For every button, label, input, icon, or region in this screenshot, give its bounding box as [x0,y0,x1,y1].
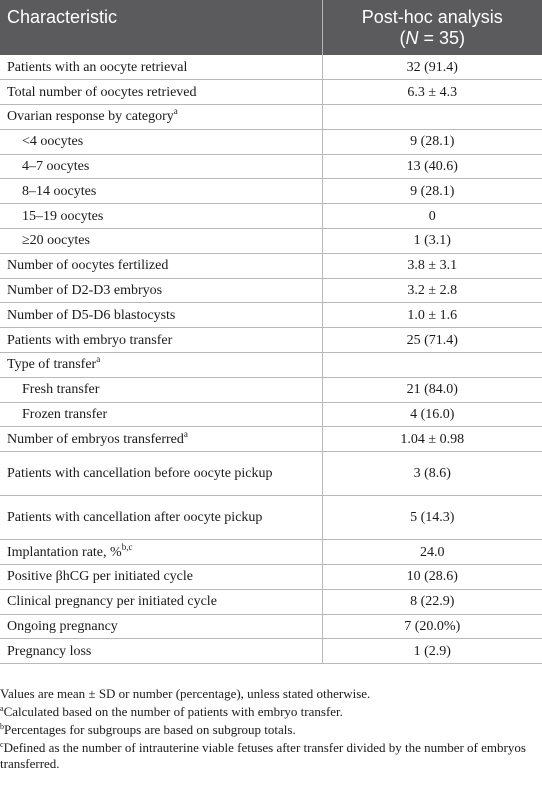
row-value: 8 (22.9) [322,589,542,614]
row-label: Ovarian response by category [7,109,174,125]
row-label-cell [0,253,322,278]
row-label-cell [0,154,322,179]
table-row [0,639,542,664]
row-value: 10 (28.6) [322,565,542,590]
row-value: 9 (28.1) [322,179,542,204]
row-label: 15–19 oocytes [22,208,104,224]
row-label-cell [0,80,322,105]
table-row [0,179,542,204]
table-row [0,565,542,590]
row-value [322,353,542,378]
row-label-cell [0,402,322,427]
table-row [0,614,542,639]
table-row [0,229,542,254]
row-label-cell [0,565,322,590]
table-row [0,55,542,80]
row-value: 6.3 ± 4.3 [322,80,542,105]
footnote-text: Calculated based on the number of patients with embryo transfer. [3,704,343,719]
row-value: 1 (2.9) [322,639,542,664]
table-row [0,278,542,303]
header-n-suffix: = 35) [418,28,466,48]
row-label-cell [0,229,322,254]
table-row [0,204,542,229]
row-value: 9 (28.1) [322,129,542,154]
row-label-cell [0,496,322,540]
table-row [0,129,542,154]
header-characteristic: Characteristic [0,0,322,55]
row-label: Clinical pregnancy per initiated cycle [7,594,217,610]
table-row [0,496,542,540]
footnote-mark: b [0,722,4,731]
row-label-cell [0,452,322,496]
row-label-cell [0,639,322,664]
row-label-cell [0,179,322,204]
row-label-cell [0,427,322,452]
row-label: Patients with embryo transfer [7,332,173,348]
row-label-cell [0,278,322,303]
table-body [0,55,542,664]
header-row [0,0,542,55]
row-label: Implantation rate, % [7,544,122,560]
table-row [0,105,542,130]
row-label: Type of transfer [7,357,97,373]
row-value: 3.8 ± 3.1 [322,253,542,278]
table-row [0,80,542,105]
row-label-cell [0,589,322,614]
row-label-cell [0,129,322,154]
row-value: 1.04 ± 0.98 [322,427,542,452]
row-label-cell [0,353,322,378]
row-label: Number of embryos transferred [7,431,184,447]
footnotes [0,686,542,774]
row-label: Positive βhCG per initiated cycle [7,569,193,585]
row-label: Number of oocytes fertilized [7,258,169,274]
row-footnote-mark: a [183,428,188,439]
row-label-cell [0,105,322,130]
table-row [0,540,542,565]
footnote-c [0,740,542,772]
footnote-text: Percentages for subgroups are based on subgroup totals. [4,722,296,737]
table-row [0,353,542,378]
row-value: 3 (8.6) [322,452,542,496]
row-label-cell [0,55,322,80]
table-row [0,377,542,402]
row-label-cell [0,328,322,353]
footnote-mark: c [0,740,4,749]
table-row [0,402,542,427]
row-value: 25 (71.4) [322,328,542,353]
row-label: Total number of oocytes retrieved [7,84,197,100]
header-analysis-title: Post-hoc analysis [361,7,503,27]
row-value: 5 (14.3) [322,496,542,540]
header-n-prefix: ( [399,28,406,48]
row-label: Patients with cancellation before oocyte pickup [7,466,273,482]
table-row [0,589,542,614]
row-value: 3.2 ± 2.8 [322,278,542,303]
row-label: Ongoing pregnancy [7,619,118,635]
row-value: 0 [322,204,542,229]
row-label: Fresh transfer [22,382,100,398]
header-n-italic: N [405,28,419,48]
row-label: Frozen transfer [22,407,108,423]
row-label: ≥20 oocytes [22,233,90,249]
row-label: 8–14 oocytes [22,183,97,199]
table-row [0,452,542,496]
table-row [0,303,542,328]
table-row [0,154,542,179]
row-value: 7 (20.0%) [322,614,542,639]
row-value: 32 (91.4) [322,55,542,80]
row-label: Number of D5-D6 blastocysts [7,307,176,323]
row-value: 1.0 ± 1.6 [322,303,542,328]
table-row [0,328,542,353]
table-row [0,253,542,278]
header-post-hoc-analysis [322,0,542,55]
row-value: 13 (40.6) [322,154,542,179]
row-footnote-mark: a [96,354,101,365]
row-value: 1 (3.1) [322,229,542,254]
row-label-cell [0,303,322,328]
row-label-cell [0,540,322,565]
row-label: Patients with cancellation after oocyte pickup [7,510,263,526]
footnote-b [0,722,542,738]
row-value [322,105,542,130]
footnote-text: Defined as the number of intrauterine viable fetuses after transfer divided by the number of embryos transferred. [0,740,526,771]
row-label-cell [0,377,322,402]
row-label-cell [0,614,322,639]
footnote-a [0,704,542,720]
row-footnote-mark: a [173,106,178,117]
row-label-cell [0,204,322,229]
table-row [0,427,542,452]
row-footnote-mark: b,c [121,541,133,552]
row-label: Patients with an oocyte retrieval [7,59,188,75]
row-value: 4 (16.0) [322,402,542,427]
row-label: 4–7 oocytes [22,159,90,175]
footnote-general: Values are mean ± SD or number (percentage), unless stated otherwise. [0,686,371,701]
row-label: Number of D2-D3 embryos [7,283,163,299]
row-value: 21 (84.0) [322,377,542,402]
row-label: Pregnancy loss [7,643,92,659]
row-label: <4 oocytes [22,134,84,150]
footnote-mark: a [0,704,4,713]
row-value: 24.0 [322,540,542,565]
